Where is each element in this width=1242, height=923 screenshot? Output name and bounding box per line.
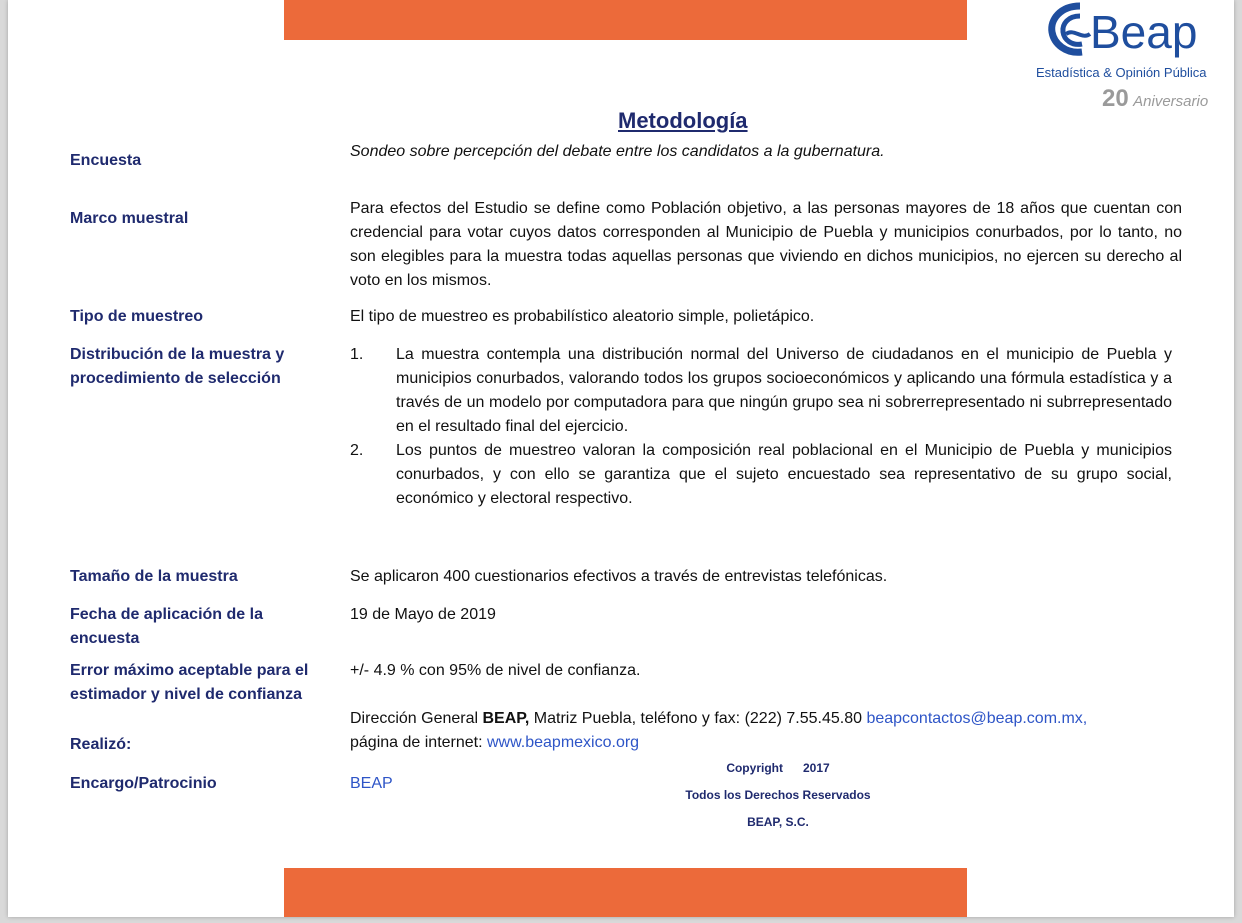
realizo-prefix: Dirección General (350, 710, 483, 727)
value-encuesta: Sondeo sobre percepción del debate entre los candidatos a la gubernatura. (350, 143, 885, 160)
logo-wordmark: Beap (1090, 6, 1198, 58)
anniversary-word: Aniversario (1133, 93, 1209, 110)
label-tipo-muestreo: Tipo de muestreo (70, 308, 204, 325)
value-realizo (350, 707, 1182, 755)
bottom-accent-bar (284, 868, 967, 917)
value-tamano-muestra: Se aplicaron 400 cuestionarios efectivos a través de entrevistas telefónicas. (350, 568, 888, 585)
list-item-text: Los puntos de muestreo valoran la composición real poblacional en el Municipio de Puebla y municipios conurbados, y con ello se garantiza que el sujeto encuestado sea representativo de su grupo social, económico y electoral respectivo. (396, 442, 1172, 507)
label-marco-muestral: Marco muestral (70, 210, 189, 227)
label-encuesta: Encuesta (70, 152, 142, 169)
list-item (350, 439, 1172, 511)
methodology-page (8, 0, 1234, 917)
value-distribucion (350, 343, 1172, 511)
label-distribucion: Distribución de la muestra y procedimiento de selección (70, 346, 285, 387)
value-encargo: BEAP (350, 775, 393, 792)
company-name: BEAP, S.C. (747, 815, 809, 829)
list-item (350, 343, 1172, 439)
value-fecha-aplicacion: 19 de Mayo de 2019 (350, 606, 496, 623)
logo-anniversary (1102, 85, 1208, 113)
realizo-web-prefix: página de internet: (350, 734, 487, 751)
realizo-middle: Matriz Puebla, teléfono y fax: (222) 7.55.45.80 (529, 710, 867, 727)
value-error-maximo: +/- 4.9 % con 95% de nivel de confianza. (350, 662, 641, 679)
rights-reserved: Todos los Derechos Reservados (685, 788, 871, 802)
beap-wave-logo-icon (1044, 0, 1234, 60)
value-tipo-muestreo: El tipo de muestreo es probabilístico aleatorio simple, polietápico. (350, 308, 815, 325)
label-fecha-aplicacion: Fecha de aplicación de la encuesta (70, 606, 263, 647)
list-item-text: La muestra contempla una distribución normal del Universo de ciudadanos en el municipio de Puebla y municipios conurbados, valorando todos los grupos socioeconómicos y aplicando una fórmula estadística y a través de un modelo por computadora para que ningún grupo sea ni sobrerrepresentado ni subrrepresentado en el resultado final del ejercicio. (396, 346, 1172, 435)
email-link[interactable]: beapcontactos@beap.com.mx, (866, 710, 1088, 727)
list-item-number: 2. (350, 442, 364, 459)
beap-logo (1036, 0, 1234, 112)
logo-tagline: Estadística & Opinión Pública (1036, 65, 1207, 80)
page-title: Metodología (618, 108, 748, 133)
label-error-maximo: Error máximo aceptable para el estimador y nivel de confianza (70, 662, 309, 703)
distribution-list (350, 343, 1172, 511)
anniversary-number: 20 (1102, 85, 1129, 112)
label-tamano-muestra: Tamaño de la muestra (70, 568, 238, 585)
label-realizo: Realizó: (70, 736, 132, 753)
copyright-line: Copyright 2017 (726, 761, 830, 775)
value-marco-muestral: Para efectos del Estudio se define como Población objetivo, a las personas mayores de 18 años que cuentan con credencial para votar cuyos datos corresponden al Municipio de Puebla y municipios conurbados, por lo tanto, no son elegibles para la muestra todas aquellas personas que viviendo en dichos municipios, no ejercen su derecho al voto en los mismos. (350, 200, 1182, 289)
label-encargo: Encargo/Patrocinio (70, 775, 217, 792)
website-link[interactable]: www.beapmexico.org (487, 734, 640, 751)
list-item-number: 1. (350, 346, 364, 363)
top-accent-bar (284, 0, 967, 40)
realizo-org: BEAP, (482, 710, 530, 727)
